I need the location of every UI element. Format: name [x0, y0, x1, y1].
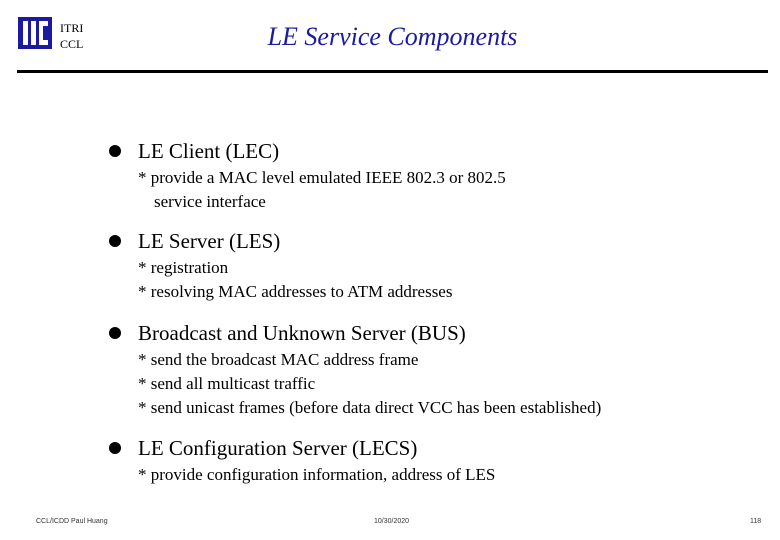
itri-logo-icon [17, 16, 53, 50]
bullet-heading [108, 226, 748, 256]
detail-line: * send all multicast traffic [138, 374, 316, 393]
bullet-dot-icon [109, 145, 121, 157]
detail-line: * registration [138, 258, 229, 277]
detail-line: * send unicast frames (before data direct VCC has been established) [138, 398, 602, 417]
org-label [60, 20, 83, 52]
org-line-1: ITRI [60, 21, 84, 35]
bullet-details [108, 256, 748, 304]
bullet-heading [108, 136, 748, 166]
bullet-heading [108, 318, 748, 348]
bullet-les [108, 226, 748, 304]
bullet-heading-text: LE Configuration Server (LECS) [138, 436, 418, 460]
footer-author: CCL/ICDD Paul Huang [36, 518, 108, 525]
detail-line: * resolving MAC addresses to ATM addresses [138, 282, 453, 301]
slide-content [108, 136, 748, 487]
detail-line: * provide configuration information, address of LES [138, 465, 496, 484]
bullet-lecs [108, 433, 748, 487]
detail-line: service interface [154, 192, 266, 211]
bullet-heading [108, 433, 748, 463]
bullet-dot-icon [109, 235, 121, 247]
detail-line: * provide a MAC level emulated IEEE 802.3 or 802.5 [138, 168, 506, 187]
slide-title: LE Service Components [267, 22, 518, 51]
title-divider [17, 70, 768, 73]
bullet-details [108, 463, 748, 487]
bullet-details [108, 348, 748, 420]
bullet-bus [108, 318, 748, 420]
bullet-heading-text: Broadcast and Unknown Server (BUS) [138, 321, 466, 345]
bullet-heading-text: LE Client (LEC) [138, 139, 280, 163]
bullet-heading-text: LE Server (LES) [138, 229, 281, 253]
footer-date: 10/30/2020 [374, 518, 410, 525]
detail-line: * send the broadcast MAC address frame [138, 350, 419, 369]
bullet-dot-icon [109, 442, 121, 454]
bullet-lec [108, 136, 748, 214]
footer-page-number: 118 [750, 518, 762, 525]
bullet-dot-icon [109, 327, 121, 339]
bullet-details [108, 166, 748, 214]
org-line-2: CCL [60, 37, 84, 51]
